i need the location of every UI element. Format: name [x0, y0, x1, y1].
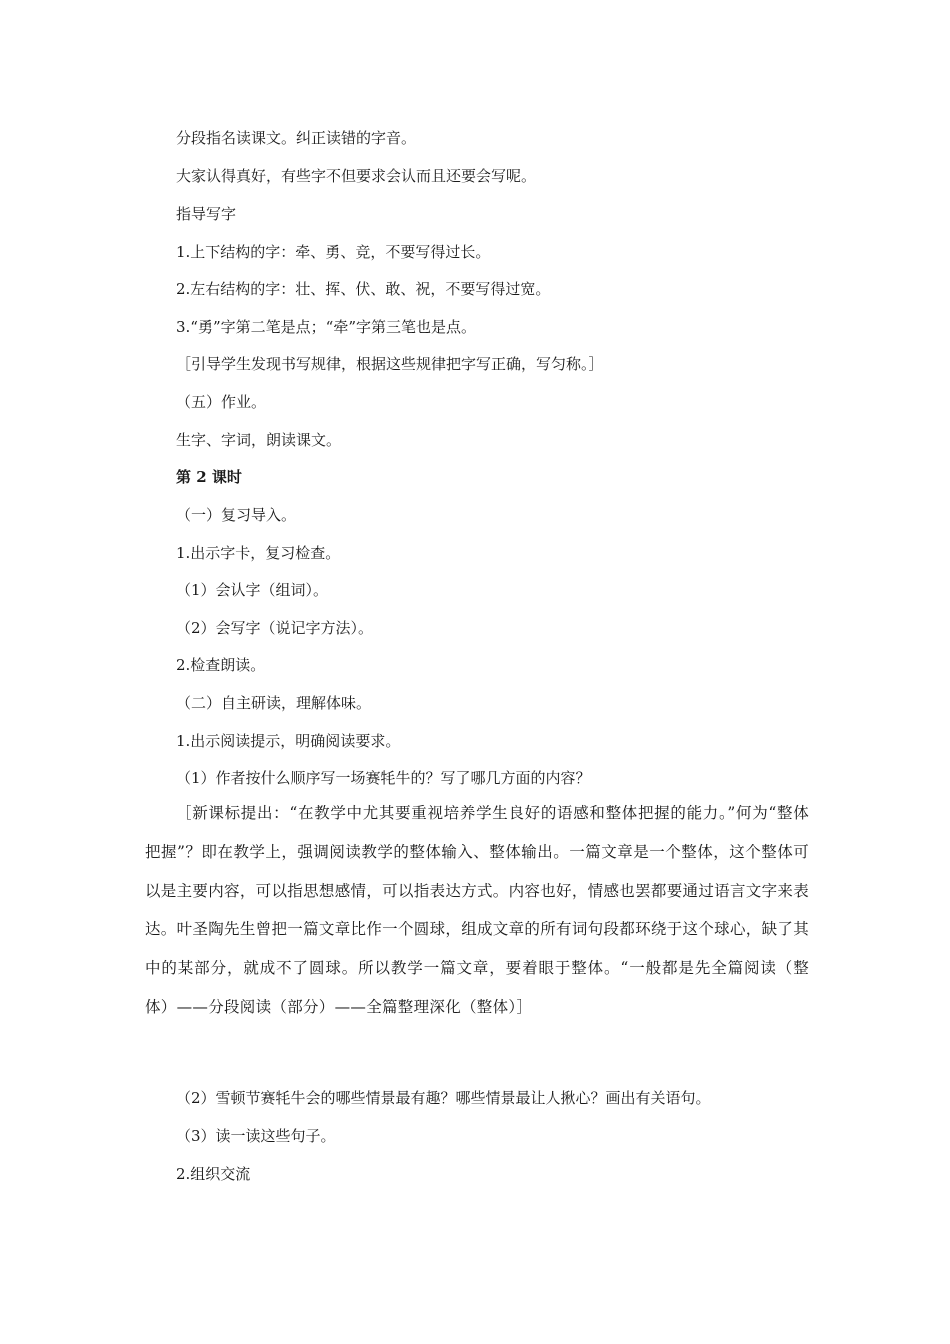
text-line: 2.检查朗读。 [176, 656, 266, 674]
text-line: 1.出示字卡，复习检查。 [176, 544, 341, 562]
text-line: 2.组织交流 [176, 1165, 251, 1183]
text-line: 1.上下结构的字：牵、勇、竞，不要写得过长。 [176, 243, 491, 261]
text-line: ［引导学生发现书写规律，根据这些规律把字写正确，写匀称。］ [176, 355, 604, 373]
text-line: （一）复习导入。 [176, 506, 297, 524]
text-line: 1.出示阅读提示，明确阅读要求。 [176, 732, 401, 750]
text-line: 分段指名读课文。纠正读错的字音。 [176, 129, 417, 147]
text-line: （2）雪顿节赛牦牛会的哪些情景最有趣？哪些情景最让人揪心？画出有关语句。 [176, 1089, 711, 1107]
lesson-heading: 第 2 课时 [176, 468, 242, 486]
text-line: 生字、字词，朗读课文。 [176, 431, 342, 449]
text-line: 2.左右结构的字：壮、挥、伏、敢、祝，不要写得过宽。 [176, 280, 551, 298]
body-paragraph: ［新课标提出：“在教学中尤其要重视培养学生良好的语感和整体把握的能力。”何为“整体把握”？即在教学上，强调阅读教学的整体输入、整体输出。一篇文章是一个整体，这个整体可以是主要内容，可以指思想感情，可以指表达方式。内容也好，情感也罢都要通过语言文字来表达。叶圣陶先生曾把一篇文章比作一个圆球，组成文章的所有词句段都环绕于这个球心，缺了其中的某部分，就成不了圆球。所以教学一篇文章，要着眼于整体。“一般都是先全篇阅读（整体）——分段阅读（部分）——全篇整理深化（整体）］ [145, 804, 809, 1016]
text-line: （3）读一读这些句子。 [176, 1127, 336, 1145]
text-line: 指导写字 [176, 205, 237, 223]
text-line: 3.“勇”字第二笔是点；“牵”字第三笔也是点。 [176, 318, 476, 336]
text-line: （2）会写字（说记字方法）。 [176, 619, 374, 637]
text-line: （1）作者按什么顺序写一场赛牦牛的？写了哪几方面的内容？ [176, 769, 591, 787]
text-line: （五）作业。 [176, 393, 267, 411]
text-line: 大家认得真好，有些字不但要求会认而且还要会写呢。 [176, 167, 537, 185]
text-line: （1）会认字（组词）。 [176, 581, 329, 599]
text-line: （二）自主研读，理解体味。 [176, 694, 372, 712]
